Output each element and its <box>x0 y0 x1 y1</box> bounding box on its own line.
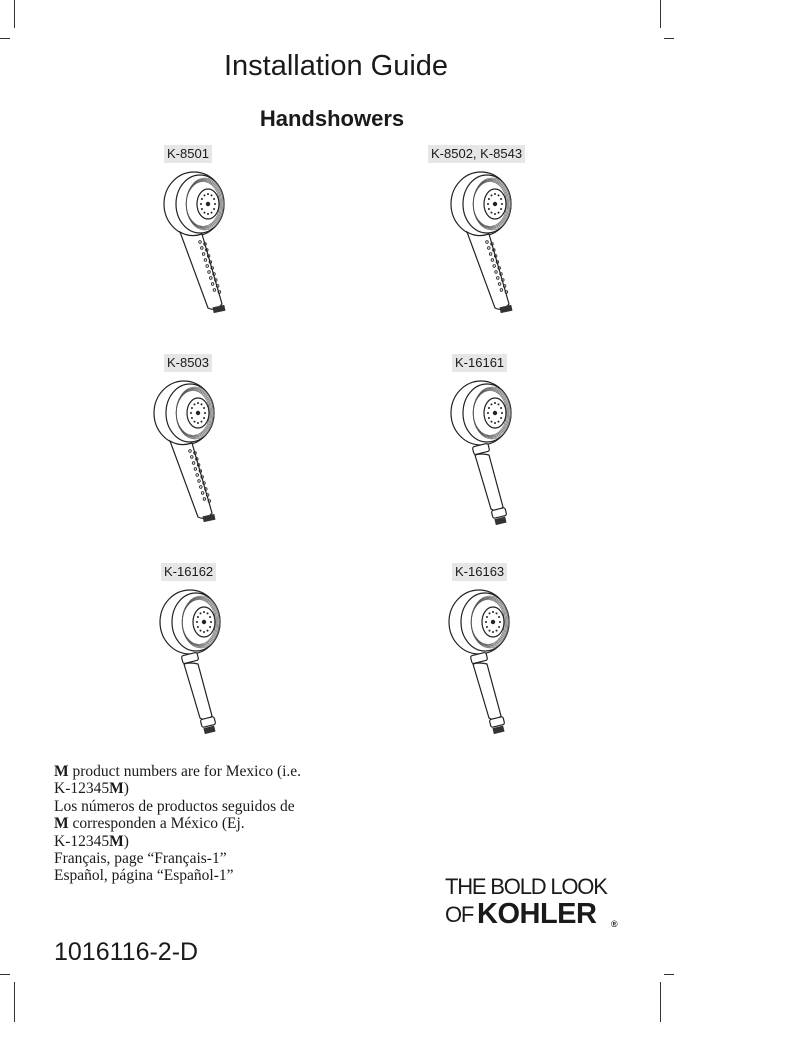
handshower-drawing <box>146 584 246 744</box>
crop-mark <box>14 982 15 1022</box>
registered-mark: ® <box>611 919 618 929</box>
handshower-illustration <box>437 375 537 535</box>
note-line: Français, page “Français-1” <box>54 850 227 868</box>
kohler-logo <box>445 874 625 936</box>
handshower-drawing <box>437 166 537 326</box>
handle <box>180 232 225 313</box>
note-line <box>54 763 374 780</box>
model-label: K-8502, K-8543 <box>428 145 525 163</box>
model-label: K-16163 <box>452 563 507 581</box>
handshower-drawing <box>140 375 240 535</box>
spray-head <box>164 172 224 236</box>
spray-head <box>451 172 511 236</box>
note-text: ) <box>123 832 129 850</box>
crop-mark <box>664 38 674 39</box>
crop-mark <box>660 0 661 28</box>
handshower-drawing <box>435 584 535 744</box>
note-line: Español, página “Español-1” <box>54 867 234 885</box>
document-number: 1016116-2-D <box>54 938 199 966</box>
logo-brand: KOHLER <box>477 898 597 930</box>
note-line <box>54 815 374 832</box>
model-label: K-16162 <box>161 563 216 581</box>
note-line <box>54 833 374 850</box>
spray-head <box>451 381 511 445</box>
note-text: corresponden a México (Ej. <box>68 815 245 833</box>
note-text: product numbers are for Mexico (i.e. <box>68 763 302 780</box>
bold-m: M <box>109 780 124 798</box>
crop-mark <box>664 974 674 975</box>
crop-mark <box>0 38 10 39</box>
model-label: K-16161 <box>452 354 507 372</box>
note-text: K-12345 <box>54 780 110 798</box>
crop-mark <box>14 0 15 28</box>
bold-m: M <box>54 763 69 780</box>
bold-m: M <box>109 832 124 850</box>
page-title: Installation Guide <box>223 50 449 82</box>
crop-mark <box>660 982 661 1022</box>
spray-head <box>154 381 214 445</box>
spray-head <box>449 590 509 654</box>
model-label: K-8503 <box>164 354 212 372</box>
product-notes <box>54 763 374 885</box>
logo-of: OF <box>445 902 474 927</box>
handle <box>472 443 506 525</box>
spray-head <box>160 590 220 654</box>
model-label: K-8501 <box>164 145 212 163</box>
page-subtitle: Handshowers <box>259 106 405 131</box>
handle <box>470 652 504 734</box>
handshower-illustration <box>435 584 535 744</box>
handshower-illustration <box>146 584 246 744</box>
note-line: Los números de productos seguidos de <box>54 797 295 815</box>
note-line <box>54 780 374 797</box>
bold-m: M <box>54 815 69 833</box>
handshower-illustration <box>150 166 250 326</box>
handshower-illustration <box>140 375 240 535</box>
handle <box>467 232 512 313</box>
handle <box>181 652 215 734</box>
logo-tagline: THE BOLD LOOK <box>445 874 607 899</box>
handshower-illustration <box>437 166 537 326</box>
crop-mark <box>0 974 10 975</box>
handle <box>170 441 215 522</box>
note-text: K-12345 <box>54 832 110 850</box>
handshower-drawing <box>437 375 537 535</box>
note-text: ) <box>123 780 129 798</box>
handshower-drawing <box>150 166 250 326</box>
